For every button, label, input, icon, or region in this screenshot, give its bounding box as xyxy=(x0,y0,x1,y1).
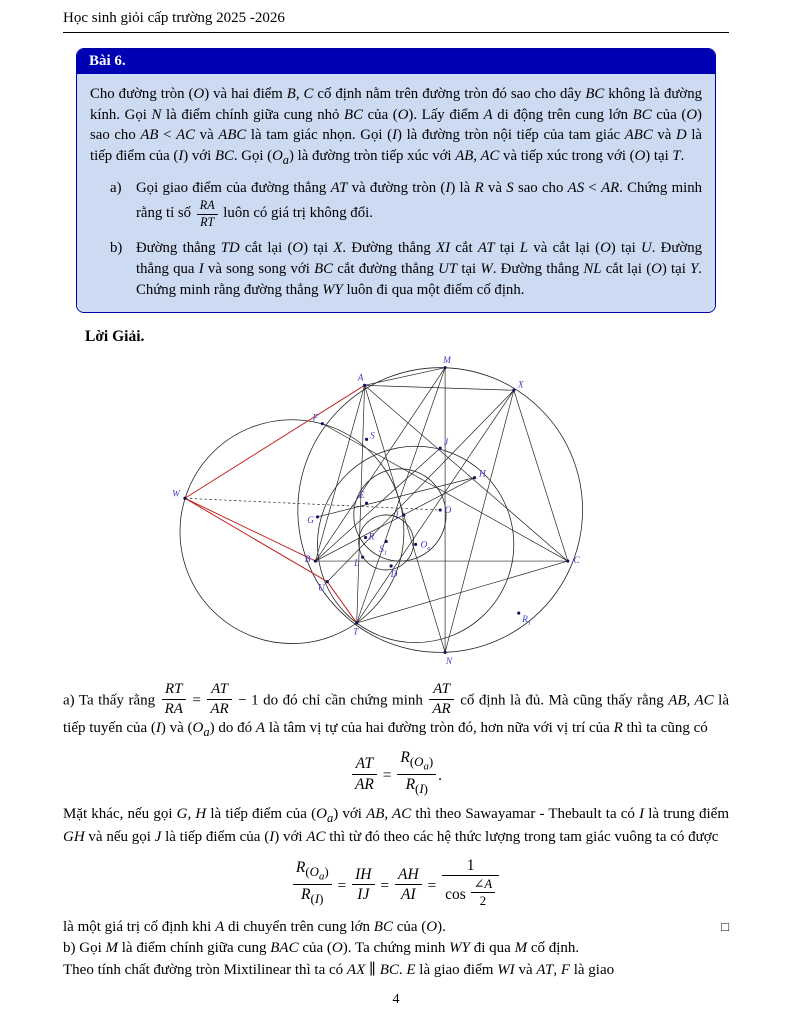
figure-segment-M-B xyxy=(315,368,445,561)
item-b-text: Đường thẳng TD cắt lại (O) tại X. Đường thẳng XI cắt AT tại L và cắt lại (O) tại U. Đường thẳng qua I và song song với BC cắt đường thẳng UT tại W. Đường thẳng NL cắt lại (O) tại Y. Chứng minh rằng đường thẳng WY luôn đi qua một điểm cố định. xyxy=(136,240,702,298)
figure-point-H xyxy=(473,476,476,479)
figure-segment-W-B xyxy=(185,499,316,562)
geometry-figure xyxy=(0,350,792,679)
figure-segment-M-A xyxy=(365,368,446,386)
figure-point-B xyxy=(314,560,317,563)
figure-point-U xyxy=(326,580,329,583)
item-a-text: Gọi giao điểm của đường thẳng AT và đường tròn (I) là R và S sao cho AS < AR. Chứng minh rằng tỉ số $\frac{RA}{RT}$ luôn có giá trị không đổi. xyxy=(136,180,703,229)
figure-point-L xyxy=(361,556,364,559)
figure-label-E: E xyxy=(358,491,365,502)
solution-paragraph-mid: Mặt khác, nếu gọi G, H là tiếp điểm của $(O_a)$ với AB, AC thì theo Sawayamar - Thebault ta có I là trung điểm GH và nếu gọi J là tiếp điểm của (I) với AC thì từ đó theo các hệ thức lượng trong tam giác vuông ta có được xyxy=(63,806,730,846)
figure-label-S: S xyxy=(370,431,375,442)
figure-label-T: T xyxy=(353,628,359,639)
header-title: Học sinh giỏi cấp trường 2025 -2026 xyxy=(63,10,285,26)
figure-segment-W-U xyxy=(185,499,327,582)
figure-point-F xyxy=(321,422,324,425)
figure-point-M xyxy=(444,366,447,369)
figure-point-X xyxy=(512,389,515,392)
figure-label-C: C xyxy=(573,556,580,567)
figure-point-Oa xyxy=(414,543,417,546)
figure-segment-C-A xyxy=(365,386,568,562)
figure-label-D: D xyxy=(390,570,398,581)
figure-segment-M-T xyxy=(357,368,445,623)
figure-point-R xyxy=(364,536,367,539)
figure-label-W: W xyxy=(172,489,180,500)
figure-point-G xyxy=(316,516,319,519)
solution-heading: Lời Giải. xyxy=(85,328,145,346)
problem-item-a xyxy=(110,178,702,229)
figure-label-H: H xyxy=(479,469,486,480)
figure-label-Oa: $O_a$ xyxy=(420,540,431,553)
figure-point-A xyxy=(363,384,366,387)
problem-box xyxy=(76,48,716,313)
figure-point-S xyxy=(365,438,368,441)
figure-segment-A-N xyxy=(365,386,446,653)
solution-section xyxy=(63,681,729,981)
figure-label-B: B xyxy=(304,555,311,566)
figure-point-E xyxy=(365,502,368,505)
figure-label-J: J xyxy=(444,438,449,449)
figure-point-R1 xyxy=(517,612,520,615)
item-b-label: b) xyxy=(110,240,123,257)
problem-title: Bài 6. xyxy=(89,53,126,69)
figure-point-T xyxy=(355,622,358,625)
figure-label-R1: $R_1$ xyxy=(522,615,532,627)
figure-label-S1: $S_1$ xyxy=(379,545,388,558)
figure-label-N: N xyxy=(445,657,453,668)
equation-1: $\frac{AT}{AR}$ = $\frac{R_{(O_a)}}{R_{(I)}}$ . xyxy=(63,749,729,796)
figure-label-A: A xyxy=(357,373,364,384)
problem-item-b xyxy=(110,238,702,300)
figure-label-I: I xyxy=(395,511,399,522)
figure-point-S1 xyxy=(385,540,388,543)
figure-label-U: U xyxy=(318,583,325,594)
figure-point-W xyxy=(183,497,186,500)
qed-box: □ xyxy=(721,918,729,934)
solution-paragraph-b1: b) Gọi M là điểm chính giữa cung BAC của (O). Ta chứng minh WY đi qua M cố định. xyxy=(63,940,580,957)
solution-paragraph-a: a) Ta thấy rằng $\frac{RT}{RA}$ = $\frac{AT}{AR}$ − 1 do đó chỉ cần chứng minh $\frac{AT}{AR}$ cố định là đủ. Mà cũng thấy rằng AB, AC là tiếp tuyến của (I) và $(O_a)$ do đó A là tâm vị tự của hai đường tròn đó, hơn nữa với vị trí của R thì ta cũng có xyxy=(63,681,729,739)
page-header xyxy=(63,10,729,33)
solution-paragraph-b2: Theo tính chất đường tròn Mixtilinear thì ta có AX ∥ BC. E là giao điểm WI và AT, F là giao xyxy=(63,961,615,978)
figure-label-X: X xyxy=(517,380,524,391)
figure-label-O: O xyxy=(444,506,452,517)
item-a-label: a) xyxy=(110,180,122,197)
figure-point-D xyxy=(390,565,393,568)
solution-end-text: là một giá trị cố định khi A di chuyển trên cung lớn BC của (O). xyxy=(63,918,446,935)
figure-label-R: R xyxy=(368,532,375,543)
figure-label-G: G xyxy=(307,516,314,527)
figure-point-N xyxy=(444,651,447,654)
figure-segment-W-O xyxy=(185,499,440,511)
problem-statement: Cho đường tròn (O) và hai điểm B, C cố định nằm trên đường tròn đó sao cho dây BC không là đường kính. Gọi N là điểm chính giữa cung nhỏ BC của (O). Lấy điểm A di động trên cung lớn BC của (O) sao cho AB < AC và ABC là tam giác nhọn. Gọi (I) là đường tròn nội tiếp của tam giác ABC và D là tiếp điểm của (I) với BC. Gọi $(O_a)$ là đường tròn tiếp xúc với AB, AC và tiếp xúc trong với (O) tại T. xyxy=(90,86,703,168)
figure-segment-T-C xyxy=(357,561,568,623)
problem-body xyxy=(77,74,715,312)
geometry-diagram xyxy=(170,350,622,674)
equation-2: $\frac{R_{(O_a)}}{R_{(I)}}$ = $\frac{IH}{IJ}$ = $\frac{AH}{AI}$ = 1 cos $\frac{\angle A}{2}$ xyxy=(63,857,729,909)
page-number: 4 xyxy=(392,992,400,1007)
figure-segment-A-T xyxy=(357,386,365,624)
figure-segment-T-X xyxy=(357,391,514,624)
figure-point-C xyxy=(566,560,569,563)
figure-segment-A-X xyxy=(365,386,514,391)
figure-label-F: F xyxy=(312,414,319,425)
problem-title-bar xyxy=(77,49,715,74)
figure-circle xyxy=(354,469,446,561)
figure-segment-N-X xyxy=(445,391,514,653)
figure-point-J xyxy=(439,447,442,450)
solution-paragraph-end xyxy=(63,917,729,939)
figure-label-M: M xyxy=(443,356,451,367)
figure-label-L: L xyxy=(354,559,360,570)
figure-point-O xyxy=(439,509,442,512)
figure-point-I xyxy=(402,514,405,517)
